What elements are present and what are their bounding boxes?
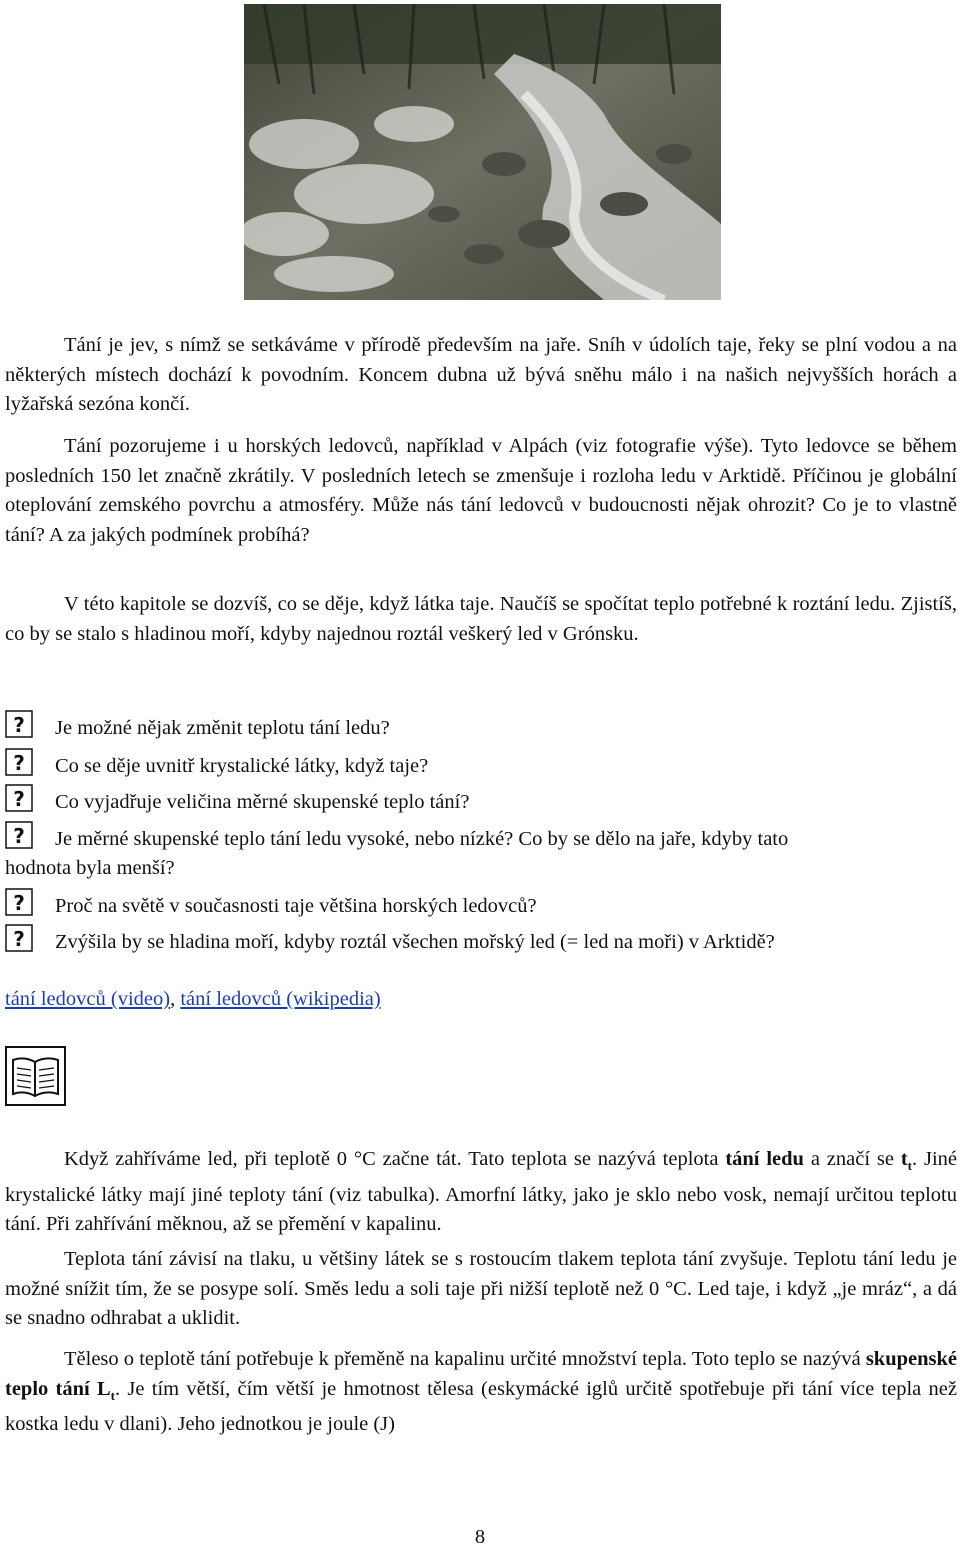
question-mark-icon — [5, 784, 33, 812]
question-text-continuation: hodnota byla menší? — [5, 857, 175, 879]
svg-text:?: ? — [13, 824, 25, 848]
intro-paragraph-1: Tání je jev, s nímž se setkáváme v přírodě především na jaře. Sníh v údolích taje, řeky se plní vodou a na některých místech dochází k povodním. Koncem dubna už bývá sněhu málo i na našich nejvyšších horách a lyžařská sezóna končí. — [5, 334, 957, 415]
book-icon — [5, 1046, 66, 1106]
question-text: Je možné nějak změnit teplotu tání ledu? — [55, 717, 390, 739]
page-number: 8 — [474, 1526, 486, 1548]
question-mark-icon — [5, 888, 33, 916]
body-paragraph-1: Když zahříváme led, při teplotě 0 °C začne tát. Tato teplota se nazývá teplota tání ledu a značí se $t_t$. Jiné krystalické látky mají jiné teploty tání (viz tabulka). Amorfní látky, jako je sklo nebo vosk, nemají určitou teplotu tání. Při zahřívání měknou, až se přemění v kapalinu. — [5, 1148, 957, 1236]
question-text: Je měrné skupenské teplo tání ledu vysoké, nebo nízké? Co by se dělo na jaře, kdyby tato — [55, 828, 789, 850]
term-tani-ledu: tání ledu — [725, 1148, 804, 1170]
body-paragraph-3: Těleso o teplotě tání potřebuje k přeměně na kapalinu určité množství tepla. Toto teplo se nazývá skupenské teplo tání $L_t$. Je tím větší, čím větší je hmotnost tělesa (eskymácké iglů určitě spotřebuje při tání více tepla než kostka ledu v dlani). Jeho jednotkou je joule (J) — [5, 1348, 958, 1436]
intro-paragraph-2: Tání pozorujeme i u horských ledovců, například v Alpách (viz fotografie výše). Tyto ledovce se během posledních 150 let značně zkrátily. V posledních letech se zmenšuje i rozloha ledu v Arktidě. Příčinou je globální oteplování zemského povrchu a atmosféry. Může nás tání ledovců v budoucnosti nějak ohrozit? Co je to vlastně tání? A za jakých podmínek probíhá? — [5, 435, 957, 546]
intro-paragraph-3: V této kapitole se dozvíš, co se děje, když látka taje. Naučíš se spočítat teplo potřebné k roztání ledu. Zjistíš, co by se stalo s hladinou moří, kdyby najednou roztál veškerý led v Grónsku. — [5, 593, 957, 645]
svg-text:?: ? — [13, 713, 25, 737]
question-mark-icon — [5, 821, 33, 849]
question-text: Zvýšila by se hladina moří, kdyby roztál všechen mořský led (= led na moři) v Arktidě? — [55, 931, 775, 953]
link-wikipedia[interactable]: tání ledovců (wikipedia) — [180, 988, 381, 1010]
question-text: Co vyjadřuje veličina měrné skupenské teplo tání? — [55, 791, 470, 813]
link-separator: , — [170, 988, 176, 1010]
question-text: Proč na světě v současnosti taje většina horských ledovců? — [55, 895, 537, 917]
body-paragraph-2: Teplota tání závisí na tlaku, u většiny látek se s rostoucím tlakem teplota tání zvyšuje. Teplotu tání ledu je možné snížit tím, že se posype solí. Směs ledu a soli taje při nižší teplotě než 0 °C. Led taje, i když „je mráz“, a dá se snadno odhrabat a uklidit. — [5, 1248, 957, 1329]
question-mark-icon — [5, 748, 33, 776]
question-mark-icon — [5, 924, 33, 952]
svg-text:?: ? — [13, 927, 25, 951]
stream-photo — [244, 4, 721, 300]
term-skupenske-teplo: skupenské teplo tání $L_t$ — [5, 1348, 957, 1403]
svg-text:?: ? — [13, 751, 25, 775]
question-mark-icon — [5, 710, 33, 738]
link-video[interactable]: tání ledovců (video) — [5, 988, 171, 1010]
symbol-tt: $t_t$ — [900, 1148, 912, 1174]
svg-text:?: ? — [13, 891, 25, 915]
question-text: Co se děje uvnitř krystalické látky, když taje? — [55, 755, 429, 777]
svg-text:?: ? — [13, 787, 25, 811]
links-row — [5, 985, 381, 1015]
